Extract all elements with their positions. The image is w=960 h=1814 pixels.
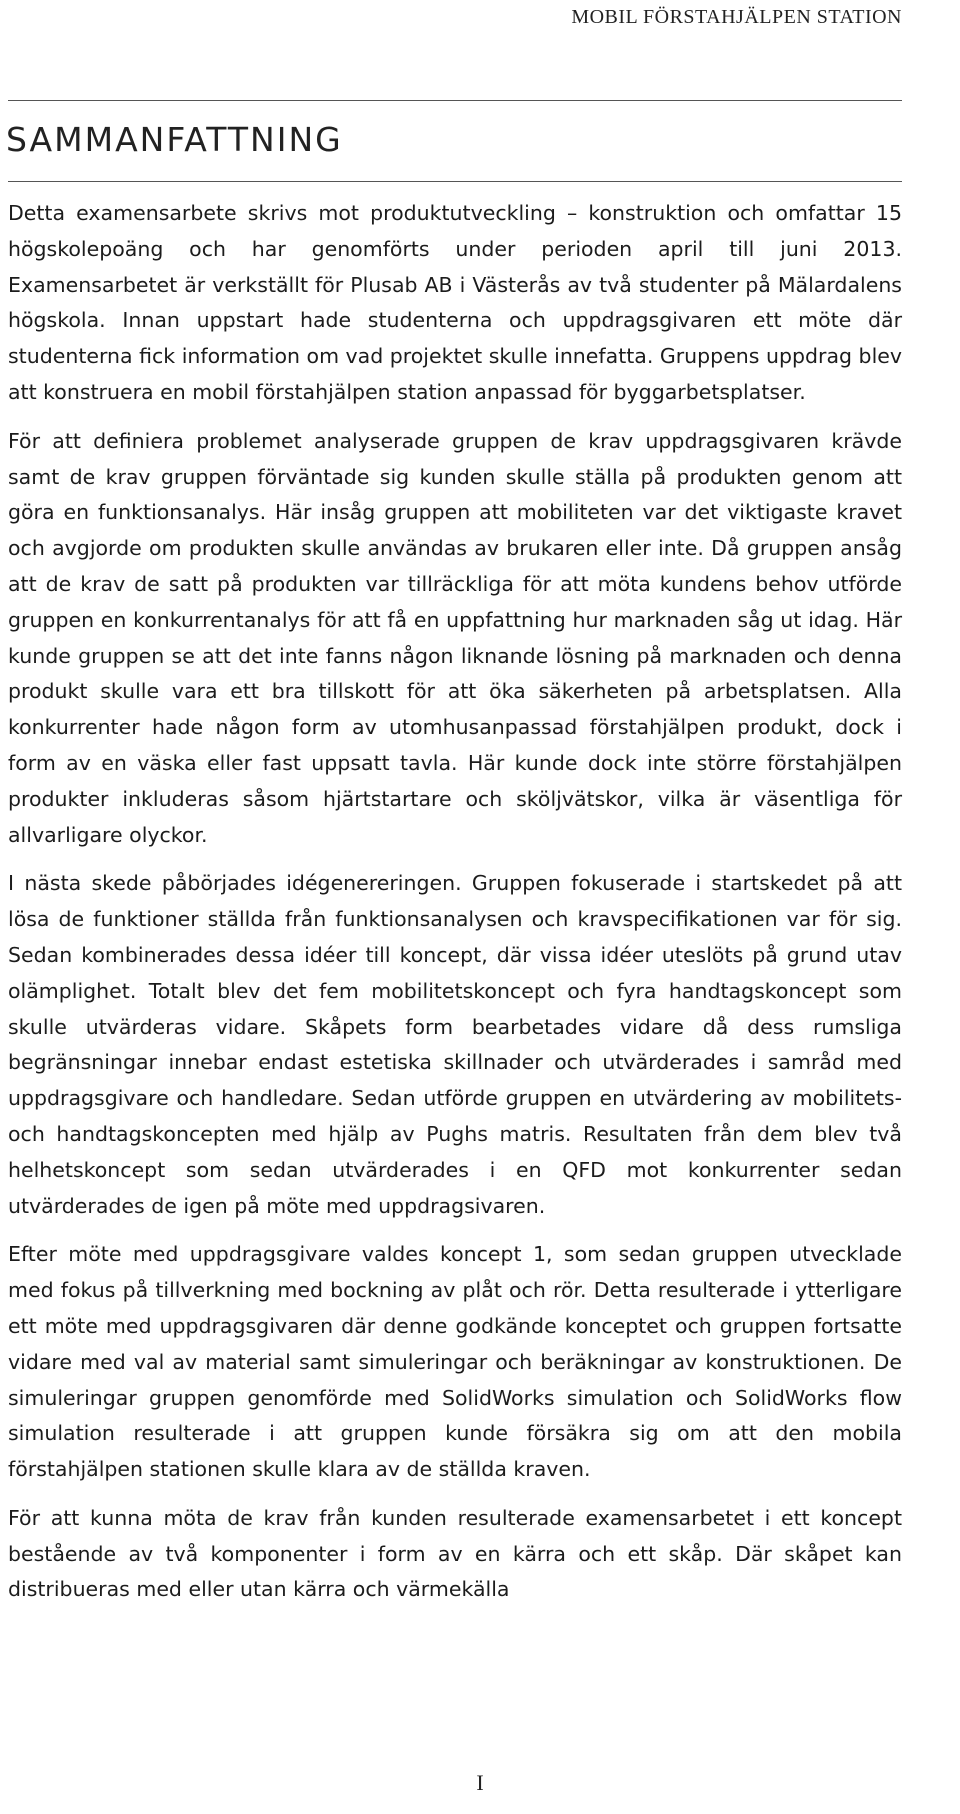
running-header: MOBIL FÖRSTAHJÄLPEN STATION <box>571 6 902 28</box>
paragraph-idea-generation: I nästa skede påbörjades idégenereringen. Gruppen fokuserade i startskedet på att lösa de funktioner ställda från funktionsanalysen och kravspecifikationen var för sig. Sedan kombinerades dessa idéer till koncept, där vissa idéer uteslöts på grund utav olämplighet. Totalt blev det fem mobilitetskoncept och fyra handtagskoncept som skulle utvärderas vidare. Skåpets form bearbetades vidare då dess rumsliga begränsningar innebar endast estetiska skillnader och utvärderades i samråd med uppdragsgivare och handledare. Sedan utförde gruppen en utvärdering av mobilitets- och handtagskoncepten med hjälp av Pughs matris. Resultaten från dem blev två helhetskoncept som sedan utvärderades i en QFD mot konkurrenter sedan utvärderades de igen på möte med uppdragsivaren. <box>8 871 902 1218</box>
section-heading: SAMMANFATTNING <box>6 120 343 159</box>
paragraph-problem-definition: För att definiera problemet analyserade gruppen de krav uppdragsgivaren krävde samt de krav gruppen förväntade sig kunden skulle ställa på produkten genom att göra en funktionsanalys. Här insåg gruppen att mobiliteten var det viktigaste kravet och avgjorde om produkten skulle användas av brukaren eller inte. Då gruppen ansåg att de krav de satt på produkten var tillräckliga för att möta kundens behov utförde gruppen en konkurrentanalys för att få en uppfattning hur marknaden såg ut idag. Här kunde gruppen se att det inte fanns någon liknande lösning på marknaden och denna produkt skulle vara ett bra tillskott för att öka säkerheten på arbetsplatsen. Alla konkurrenter hade någon form av utomhusanpassad förstahjälpen produkt, dock i form av en väska eller fast uppsatt tavla. Här kunde dock inte större förstahjälpen produkter inkluderas såsom hjärtstartare och sköljvätskor, vilka är väsentliga för allvarligare olyckor. <box>8 428 902 847</box>
paragraph-intro: Detta examensarbete skrivs mot produktutveckling – konstruktion och omfattar 15 högskolepoäng och har genomförts under perioden april till juni 2013. Examensarbetet är verkställt för Plusab AB i Västerås av två studenter på Mälardalens högskola. Innan uppstart hade studenterna och uppdragsgivaren ett möte där studenterna fick information om vad projektet skulle innefatta. Gruppens uppdrag blev att konstruera en mobil förstahjälpen station anpassad för byggarbetsplatser. <box>8 201 903 404</box>
page-number: I <box>476 1770 484 1795</box>
header-divider-bottom <box>8 181 902 182</box>
summary-body <box>8 196 902 1621</box>
header-divider-top <box>8 100 902 101</box>
paragraph-result: För att kunna möta de krav från kunden resulterade examensarbetet i ett koncept bestående av två komponenter i form av en kärra och ett skåp. Där skåpet kan distribueras med eller utan kärra och värmekälla <box>8 1505 902 1602</box>
paragraph-concept-development: Efter möte med uppdragsgivare valdes koncept 1, som sedan gruppen utvecklade med fokus på tillverkning med bockning av plåt och rör. Detta resulterade i ytterligare ett möte med uppdragsgivaren där denne godkände konceptet och gruppen fortsatte vidare med val av material samt simuleringar och beräkningar av konstruktionen. De simuleringar gruppen genomförde med SolidWorks simulation och SolidWorks flow simulation resulterade i att gruppen kunde försäkra sig om att den mobila förstahjälpen stationen skulle klara av de ställda kraven. <box>8 1242 902 1482</box>
